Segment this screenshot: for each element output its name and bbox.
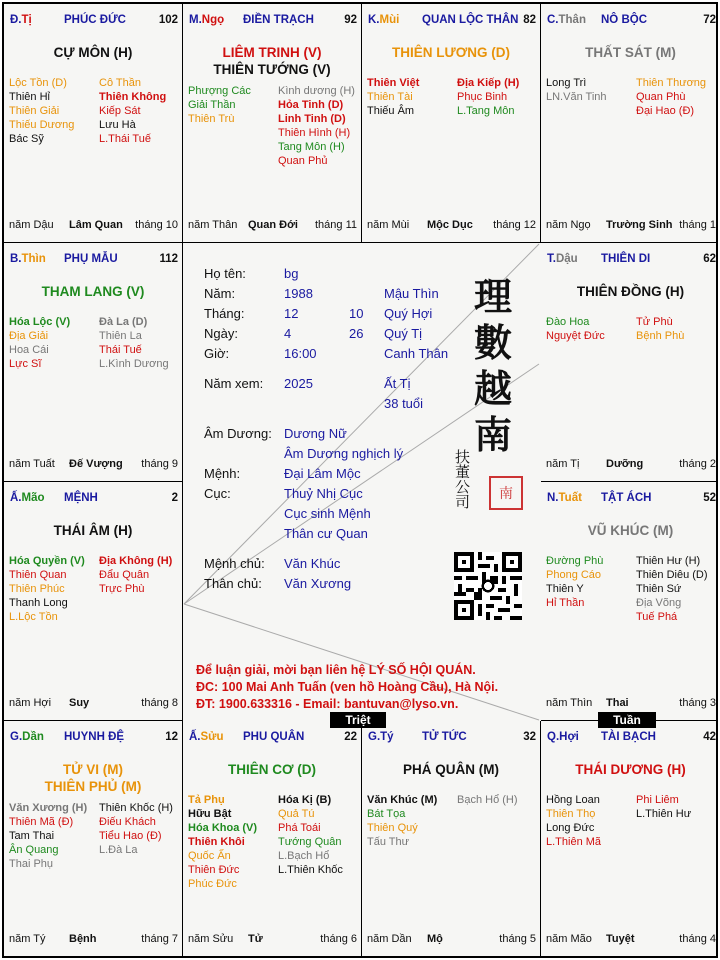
palace-can: G. <box>10 731 23 743</box>
minor-star: Văn Xương (H) <box>9 802 88 814</box>
minor-star: Thiên Sứ <box>636 583 682 595</box>
than-chu-value: Văn Xương <box>284 576 352 591</box>
palace-can: Q. <box>547 731 560 743</box>
palace-chi: Dần <box>22 731 44 743</box>
hour-can-chi: Canh Thân <box>384 346 449 361</box>
main-star: LIÊM TRINH (V) <box>222 45 322 60</box>
palace-chi: Ngọ <box>201 14 225 26</box>
menh-chu-value: Văn Khúc <box>284 556 341 571</box>
minor-star: Trực Phù <box>99 583 145 595</box>
menh-label: Mệnh: <box>204 466 241 481</box>
palace-month: tháng 6 <box>320 933 357 945</box>
contact-line-3: ĐT: 1900.633316 - Email: bantuvan@lyso.vn. <box>196 697 459 711</box>
palace-name: TÀI BẠCH <box>601 731 656 743</box>
year-label: Năm: <box>204 286 236 301</box>
name-value: bg <box>284 266 299 281</box>
minor-star: L.Thiên Khốc <box>278 864 343 876</box>
view-year-label: Năm xem: <box>204 376 264 391</box>
palace-chi: Tuất <box>558 492 582 504</box>
minor-star: Bát Tọa <box>367 808 406 820</box>
palace-year: năm Thân <box>188 219 238 231</box>
palace-number: 82 <box>523 14 536 26</box>
palace-month: tháng 12 <box>493 219 536 231</box>
palace-year: năm Dậu <box>9 219 54 231</box>
minor-star: Thiên Hỉ <box>9 91 50 103</box>
palace-year: năm Sửu <box>188 933 234 945</box>
name-label: Họ tên: <box>204 266 246 281</box>
main-star: THÁI ÂM (H) <box>53 523 133 538</box>
minor-star: Phá Toái <box>278 822 321 834</box>
palace-name: PHÚC ĐỨC <box>64 14 126 26</box>
day-can-chi: Quý Tị <box>384 326 423 341</box>
palace-year: năm Hợi <box>9 697 52 709</box>
menh-value: Đại Lâm Mộc <box>284 466 361 481</box>
minor-star: Hóa Khoa (V) <box>188 822 258 834</box>
minor-star: Thiên Mã (Đ) <box>9 816 74 828</box>
minor-star: Tả Phụ <box>188 794 225 806</box>
palace-number: 12 <box>165 731 178 743</box>
palace-stage: Trường Sinh <box>606 219 673 231</box>
day-solar: 4 <box>284 326 292 341</box>
palace-stage: Thai <box>606 697 629 709</box>
minor-star: Tam Thai <box>9 830 55 842</box>
palace-stage: Mộ <box>427 933 443 945</box>
minor-star: Phúc Đức <box>188 878 237 890</box>
minor-star: Phượng Các <box>188 85 251 97</box>
palace-chi: Thân <box>558 14 586 26</box>
palace-number: 22 <box>344 731 357 743</box>
minor-star: Thiên Thương <box>636 77 707 89</box>
palace-month: tháng 4 <box>679 933 716 945</box>
age-value: 38 tuổi <box>384 396 424 411</box>
minor-star: Quốc Ấn <box>188 850 231 862</box>
minor-star: Thiên Quý <box>367 822 418 834</box>
minor-star: Hữu Bật <box>188 808 232 820</box>
palace-stage: Mộc Dục <box>427 219 473 231</box>
minor-star: Tuế Phá <box>636 611 678 623</box>
minor-star: Thiên Hình (H) <box>278 127 351 139</box>
than-cu-value: Thân cư Quan <box>284 526 368 541</box>
minor-star: L.Bạch Hổ <box>278 850 330 862</box>
minor-star: Thái Tuế <box>99 344 142 356</box>
palace-month: tháng 3 <box>679 697 716 709</box>
minor-star: Thiếu Dương <box>9 119 75 131</box>
contact-line-1: Để luận giải, mời bạn liên hệ LÝ SỐ HỘI QUÁN. <box>196 663 476 677</box>
month-can-chi: Quý Hợi <box>384 306 433 321</box>
minor-star: Tiểu Hao (Đ) <box>99 830 162 842</box>
palace-name: HUYNH ĐỆ <box>64 731 125 743</box>
menh-chu-label: Mệnh chủ: <box>204 556 265 571</box>
minor-star: Nguyệt Đức <box>546 330 605 342</box>
minor-star: Thiếu Âm <box>367 105 415 117</box>
palace-month: tháng 7 <box>141 933 178 945</box>
month-solar: 12 <box>284 306 299 321</box>
minor-star: Thiên Hư (H) <box>636 555 701 567</box>
minor-star: Thiên Khôi <box>188 836 245 848</box>
triet-tag: Triệt <box>330 712 386 728</box>
month-lunar: 10 <box>349 306 364 321</box>
palace-name: PHU QUÂN <box>243 731 305 743</box>
minor-star: Điếu Khách <box>99 816 156 828</box>
view-year-value: 2025 <box>284 376 313 391</box>
palace-chi: Tý <box>380 731 394 743</box>
palace-month: tháng 11 <box>314 219 357 231</box>
palace-name: ĐIỀN TRẠCH <box>243 14 314 26</box>
am-duong-label: Âm Dương: <box>204 426 272 441</box>
day-label: Ngày: <box>204 326 238 341</box>
minor-star: Đào Hoa <box>546 316 590 328</box>
main-star: THAM LANG (V) <box>41 284 145 299</box>
palace-number: 62 <box>703 253 716 265</box>
horoscope-chart <box>2 2 718 958</box>
minor-star: Bệnh Phù <box>636 330 685 342</box>
minor-star: Hỏa Tinh (D) <box>278 99 344 111</box>
minor-star: Thiên Không <box>99 91 167 103</box>
palace-month: tháng 10 <box>135 219 178 231</box>
main-star: CỰ MÔN (H) <box>53 45 133 60</box>
center-panel <box>184 244 540 720</box>
minor-star: Tướng Quân <box>278 836 342 848</box>
year-value: 1988 <box>284 286 313 301</box>
red-seal: 南 <box>489 476 523 510</box>
minor-star: Giải Thần <box>188 99 236 111</box>
palace-number: 2 <box>171 492 178 504</box>
contact-block <box>196 662 498 713</box>
minor-star: Địa Võng <box>636 597 682 609</box>
minor-star: Long Trì <box>546 77 587 89</box>
minor-star: L.Thái Tuế <box>99 133 151 145</box>
minor-star: Thiên Quan <box>9 569 67 581</box>
palace-can: C. <box>547 14 559 26</box>
palace-name: QUAN LỘC THÂN <box>422 14 519 26</box>
minor-star: Quan Phù <box>636 91 686 103</box>
minor-star: Kiếp Sát <box>99 105 141 117</box>
palace-year: năm Thìn <box>546 697 593 709</box>
palace-year: năm Dần <box>367 933 412 945</box>
palace-year: năm Tý <box>9 933 46 945</box>
palace-month: tháng 5 <box>499 933 536 945</box>
minor-star: Thiên Khốc (H) <box>99 802 173 814</box>
minor-star: Long Đức <box>546 822 595 834</box>
palace-can: K. <box>368 14 380 26</box>
palace-stage: Đế Vượng <box>69 458 123 470</box>
palace-month: tháng 1 <box>679 219 716 231</box>
palace-stage: Tử <box>248 933 263 945</box>
palace-name: TẬT ÁCH <box>601 492 652 504</box>
minor-star: Linh Tinh (D) <box>278 113 346 125</box>
minor-star: L.Đà La <box>99 844 138 856</box>
minor-star: Thiên Phúc <box>9 583 65 595</box>
minor-star: Phục Binh <box>457 91 508 103</box>
palace-chi: Mùi <box>379 14 400 26</box>
palace-year: năm Mão <box>546 933 592 945</box>
minor-star: Hóa Quyền (V) <box>9 555 85 567</box>
palace-year: năm Ngọ <box>546 219 591 231</box>
palace-can: Ấ. <box>189 731 201 743</box>
main-star: THIÊN ĐỒNG (H) <box>576 284 685 299</box>
main-star: THIÊN PHỦ (M) <box>44 779 142 794</box>
palace-name: NÔ BỘC <box>601 14 647 26</box>
minor-star: Văn Khúc (M) <box>367 794 438 806</box>
calligraphy-logo: 理數越南 <box>474 274 513 457</box>
minor-star: Đẩu Quân <box>99 569 150 581</box>
minor-star: L.Kình Dương <box>99 358 169 370</box>
minor-star: Thiên Việt <box>367 77 420 89</box>
minor-star: Địa Không (H) <box>99 555 173 567</box>
minor-star: Thiên Thọ <box>546 808 596 820</box>
palace-chi: Sửu <box>200 731 224 743</box>
palace-number: 42 <box>703 731 716 743</box>
hour-value: 16:00 <box>284 346 317 361</box>
minor-star: Hóa Lộc (V) <box>9 316 71 328</box>
hour-label: Giờ: <box>204 346 230 361</box>
minor-star: Lực Sĩ <box>9 358 42 370</box>
main-star: VŨ KHÚC (M) <box>587 523 674 538</box>
minor-star: Thiên Trù <box>188 113 235 125</box>
company-vertical-text: 扶董公司 <box>453 449 471 509</box>
minor-star: Bạch Hổ (H) <box>457 794 518 806</box>
minor-star: Quan Phủ <box>278 155 328 167</box>
palace-name: TỬ TỨC <box>422 731 467 743</box>
palace-stage: Tuyệt <box>606 933 635 945</box>
minor-star: L.Tang Môn <box>457 105 515 117</box>
palace-can: N. <box>547 492 559 504</box>
palace-can: B. <box>10 253 22 265</box>
main-star: THÁI DƯƠNG (H) <box>575 762 686 777</box>
minor-star: Cô Thần <box>99 77 141 89</box>
palace-year: năm Tị <box>546 458 580 470</box>
view-can-chi: Ất Tị <box>384 376 411 391</box>
minor-star: Tấu Thư <box>367 836 410 848</box>
palace-number: 32 <box>523 731 536 743</box>
minor-star: Địa Kiếp (H) <box>457 77 520 89</box>
palace-name: MỆNH <box>64 492 98 504</box>
year-can-chi: Mậu Thìn <box>384 286 439 301</box>
minor-star: Lộc Tồn (D) <box>9 77 67 89</box>
minor-star: Kình dương (H) <box>278 85 355 97</box>
minor-star: Thiên Tài <box>367 91 413 103</box>
palace-month: tháng 9 <box>141 458 178 470</box>
minor-star: Hỉ Thần <box>546 597 585 609</box>
palace-chi: Tị <box>21 14 32 26</box>
minor-star: Hồng Loan <box>546 794 600 806</box>
cuc-label: Cục: <box>204 486 231 501</box>
minor-star: L.Thiên Hư <box>636 808 692 820</box>
minor-star: L.Thiên Mã <box>546 836 602 848</box>
minor-star: Quả Tú <box>278 808 315 820</box>
main-star: THIÊN TƯỚNG (V) <box>213 62 331 77</box>
minor-star: Thanh Long <box>9 597 68 609</box>
main-star: THẤT SÁT (M) <box>585 45 676 60</box>
palace-stage: Bệnh <box>69 933 97 945</box>
palace-number: 102 <box>158 14 178 26</box>
qr-code-icon[interactable] <box>454 552 522 620</box>
palace-number: 92 <box>344 14 357 26</box>
palace-number: 72 <box>703 14 716 26</box>
minor-star: Thiên La <box>99 330 142 342</box>
minor-star: Phi Liêm <box>636 794 679 806</box>
palace-chi: Hợi <box>559 731 579 743</box>
minor-star: Lưu Hà <box>99 119 136 131</box>
minor-star: Đà La (D) <box>99 316 148 328</box>
palace-name: THIÊN DI <box>601 253 651 265</box>
palace-chi: Thìn <box>21 253 46 265</box>
palace-year: năm Mùi <box>367 219 410 231</box>
palace-can: Ấ. <box>10 492 22 504</box>
month-label: Tháng: <box>204 306 245 321</box>
palace-can: Đ. <box>10 14 22 26</box>
minor-star: Thiên Y <box>546 583 584 595</box>
minor-star: Ân Quang <box>9 844 59 856</box>
palace-number: 52 <box>703 492 716 504</box>
palace-chi: Mão <box>21 492 45 504</box>
minor-star: Tử Phù <box>636 316 673 328</box>
minor-star: Hóa Kị (B) <box>278 794 332 806</box>
minor-star: LN.Văn Tinh <box>546 91 607 103</box>
minor-star: Đại Hao (Đ) <box>636 105 695 117</box>
than-chu-label: Thân chủ: <box>204 576 262 591</box>
palace-can: M. <box>189 14 202 26</box>
main-star: THIÊN LƯƠNG (D) <box>392 45 510 60</box>
palace-month: tháng 2 <box>679 458 716 470</box>
palace-chi: Dậu <box>555 253 578 265</box>
palace-stage: Quan Đới <box>248 219 298 231</box>
palace-stage: Dưỡng <box>606 458 644 470</box>
palace-can: G. <box>368 731 381 743</box>
minor-star: Bác Sỹ <box>9 133 44 145</box>
palace-stage: Suy <box>69 697 90 709</box>
main-star: THIÊN CƠ (D) <box>227 762 316 777</box>
minor-star: Phong Cáo <box>546 569 602 581</box>
minor-star: Thiên Đức <box>188 864 240 876</box>
palace-month: tháng 8 <box>141 697 178 709</box>
day-lunar: 26 <box>349 326 364 341</box>
palace-name: PHỤ MẪU <box>64 253 118 265</box>
palace-number: 112 <box>159 253 178 265</box>
minor-star: L.Lộc Tồn <box>9 611 58 623</box>
palace-can: T. <box>547 253 556 265</box>
minor-star: Đường Phù <box>546 555 604 567</box>
palace-stage: Lâm Quan <box>69 219 123 231</box>
cuc-value: Thuỷ Nhị Cục <box>284 486 363 501</box>
palace-year: năm Tuất <box>9 458 55 470</box>
main-star: TỬ VI (M) <box>63 762 123 777</box>
minor-star: Thiên Giải <box>9 105 60 117</box>
cuc-note: Cục sinh Mệnh <box>284 506 371 521</box>
minor-star: Địa Giải <box>9 330 49 342</box>
tuan-tag: Tuần <box>598 712 656 728</box>
main-star: PHÁ QUÂN (M) <box>403 762 499 777</box>
minor-star: Tang Môn (H) <box>278 141 345 153</box>
am-duong-note: Âm Dương nghịch lý <box>284 446 404 461</box>
minor-star: Hoa Cái <box>9 344 49 356</box>
am-duong-value: Dương Nữ <box>284 426 347 441</box>
minor-star: Thai Phụ <box>9 858 54 870</box>
contact-line-2: ĐC: 100 Mai Anh Tuấn (ven hồ Hoàng Cầu), Hà Nội. <box>196 680 499 694</box>
minor-star: Thiên Diêu (D) <box>636 569 708 581</box>
